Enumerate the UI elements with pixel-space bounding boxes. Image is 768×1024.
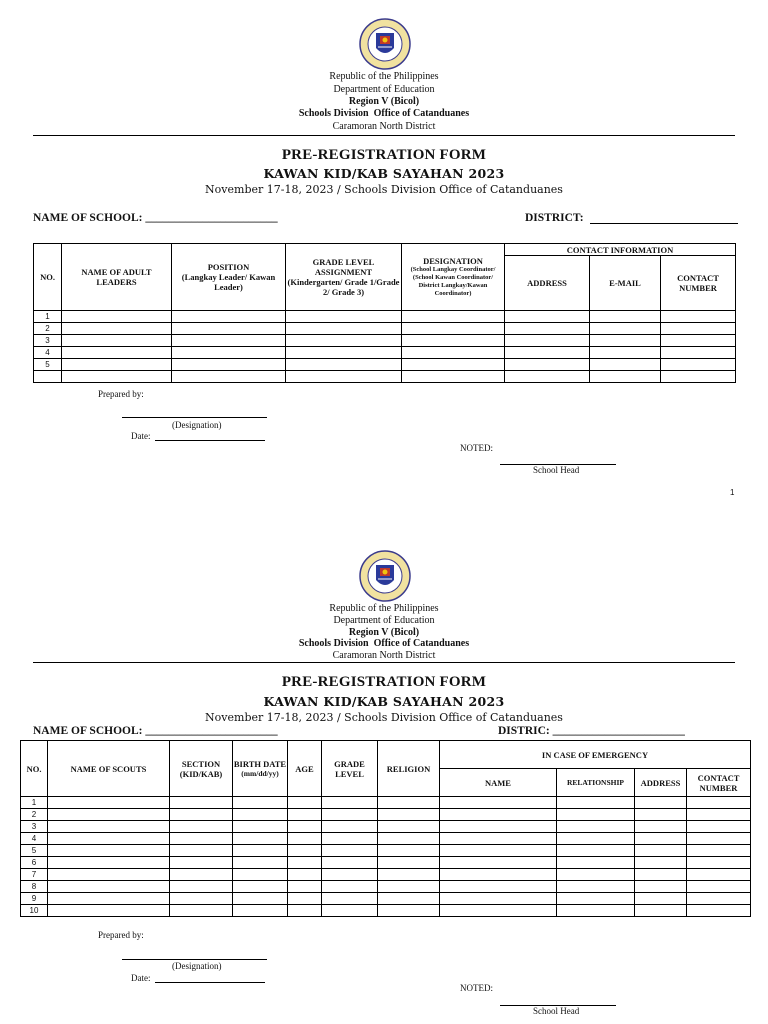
table-cell[interactable] bbox=[288, 845, 322, 857]
col-birth-title: BIRTH DATE bbox=[233, 758, 287, 769]
table-cell[interactable] bbox=[505, 359, 590, 371]
table-cell[interactable] bbox=[505, 335, 590, 347]
adult-leaders-rows bbox=[34, 311, 736, 383]
district-field[interactable]: DISTRIC: _______________________ bbox=[498, 725, 685, 737]
col-designation-title: DESIGNATION bbox=[423, 256, 483, 266]
col-position-title: POSITION bbox=[207, 262, 250, 272]
table-cell[interactable] bbox=[557, 905, 635, 917]
table-cell[interactable] bbox=[505, 371, 590, 383]
signature-line[interactable] bbox=[122, 950, 267, 960]
table-cell[interactable] bbox=[170, 857, 233, 869]
table-cell[interactable] bbox=[322, 893, 378, 905]
col-designation bbox=[402, 244, 505, 311]
table-cell[interactable] bbox=[687, 881, 751, 893]
table-cell[interactable] bbox=[687, 809, 751, 821]
table-cell[interactable] bbox=[440, 869, 557, 881]
col-no: NO. bbox=[34, 244, 62, 311]
col-emergency: IN CASE OF EMERGENCY bbox=[440, 741, 751, 769]
table-cell[interactable] bbox=[48, 881, 170, 893]
prepared-by-label: Prepared by: bbox=[98, 389, 144, 399]
table-cell[interactable] bbox=[557, 893, 635, 905]
table-cell[interactable] bbox=[286, 335, 402, 347]
table-cell[interactable] bbox=[590, 347, 661, 359]
table-cell[interactable] bbox=[172, 347, 286, 359]
table-cell[interactable] bbox=[402, 311, 505, 323]
table-cell[interactable] bbox=[557, 881, 635, 893]
col-contact-info: CONTACT INFORMATION bbox=[505, 244, 736, 256]
table-cell[interactable] bbox=[286, 371, 402, 383]
table-cell[interactable] bbox=[322, 845, 378, 857]
table-cell[interactable] bbox=[322, 869, 378, 881]
table-cell[interactable] bbox=[48, 809, 170, 821]
col-no: NO. bbox=[21, 741, 48, 797]
scouts-table bbox=[20, 740, 751, 917]
table-cell[interactable] bbox=[440, 845, 557, 857]
table-cell[interactable] bbox=[172, 335, 286, 347]
row-number: 5 bbox=[34, 359, 62, 371]
table-cell[interactable] bbox=[172, 371, 286, 383]
table-cell[interactable] bbox=[233, 905, 288, 917]
table-cell[interactable] bbox=[687, 833, 751, 845]
event-dates: November 17-18, 2023 / Schools Division Office of Catanduanes bbox=[205, 183, 563, 196]
col-address: ADDRESS bbox=[505, 256, 590, 311]
table-cell[interactable] bbox=[288, 893, 322, 905]
table-cell[interactable] bbox=[590, 371, 661, 383]
date-line bbox=[155, 431, 265, 441]
col-grade-level bbox=[286, 244, 402, 311]
table-cell[interactable] bbox=[635, 809, 687, 821]
table-row bbox=[34, 323, 736, 335]
table-cell[interactable] bbox=[170, 809, 233, 821]
noted-label: NOTED: bbox=[460, 443, 493, 453]
table-row bbox=[21, 893, 751, 905]
header-divider bbox=[33, 135, 735, 136]
table-cell[interactable] bbox=[378, 797, 440, 809]
table-cell[interactable] bbox=[661, 347, 736, 359]
date-field[interactable] bbox=[131, 431, 265, 441]
table-row bbox=[21, 809, 751, 821]
table-cell[interactable] bbox=[172, 311, 286, 323]
col-name-adult-leaders: NAME OF ADULT LEADERS bbox=[62, 244, 172, 311]
table-cell[interactable] bbox=[687, 797, 751, 809]
table-cell[interactable] bbox=[402, 323, 505, 335]
table-cell[interactable] bbox=[48, 797, 170, 809]
table-cell[interactable] bbox=[440, 833, 557, 845]
table-cell[interactable] bbox=[661, 323, 736, 335]
table-cell[interactable] bbox=[322, 821, 378, 833]
header-division: Schools Division Office of Catanduanes bbox=[298, 638, 470, 649]
table-cell[interactable] bbox=[440, 809, 557, 821]
table-cell[interactable] bbox=[378, 881, 440, 893]
table-cell[interactable] bbox=[635, 905, 687, 917]
table-cell[interactable] bbox=[170, 905, 233, 917]
table-cell[interactable] bbox=[170, 845, 233, 857]
table-cell[interactable] bbox=[288, 797, 322, 809]
date-field[interactable] bbox=[131, 973, 265, 983]
header-republic: Republic of the Philippines bbox=[329, 603, 439, 614]
table-cell[interactable] bbox=[62, 311, 172, 323]
table-cell[interactable] bbox=[635, 869, 687, 881]
table-row bbox=[34, 371, 736, 383]
date-label: Date: bbox=[131, 431, 151, 441]
row-number: 9 bbox=[21, 893, 48, 905]
noted-label: NOTED: bbox=[460, 983, 493, 993]
event-dates: November 17-18, 2023 / Schools Division Office of Catanduanes bbox=[205, 711, 563, 724]
table-cell[interactable] bbox=[62, 323, 172, 335]
table-cell[interactable] bbox=[661, 311, 736, 323]
table-cell[interactable] bbox=[62, 359, 172, 371]
table-cell[interactable] bbox=[661, 335, 736, 347]
table-cell[interactable] bbox=[170, 821, 233, 833]
table-cell[interactable] bbox=[322, 905, 378, 917]
table-cell[interactable] bbox=[233, 809, 288, 821]
header-divider bbox=[33, 662, 735, 663]
table-cell[interactable] bbox=[590, 311, 661, 323]
table-row bbox=[21, 881, 751, 893]
table-cell[interactable] bbox=[505, 323, 590, 335]
table-row bbox=[21, 797, 751, 809]
school-name-field[interactable]: NAME OF SCHOOL: _______________________ bbox=[33, 725, 278, 737]
date-line bbox=[155, 973, 265, 983]
table-cell[interactable] bbox=[48, 893, 170, 905]
school-head-caption: School Head bbox=[533, 1006, 580, 1016]
table-cell[interactable] bbox=[687, 857, 751, 869]
designation-caption: (Designation) bbox=[172, 420, 222, 430]
table-cell[interactable] bbox=[288, 821, 322, 833]
table-cell[interactable] bbox=[590, 335, 661, 347]
table-cell[interactable] bbox=[557, 809, 635, 821]
table-cell[interactable] bbox=[233, 845, 288, 857]
table-cell[interactable] bbox=[322, 797, 378, 809]
row-number bbox=[34, 371, 62, 383]
table-cell[interactable] bbox=[378, 869, 440, 881]
table-cell[interactable] bbox=[590, 359, 661, 371]
row-number: 1 bbox=[21, 797, 48, 809]
table-row bbox=[34, 347, 736, 359]
col-emergency-relationship: RELATIONSHIP bbox=[557, 769, 635, 797]
table-cell[interactable] bbox=[286, 323, 402, 335]
table-cell[interactable] bbox=[288, 857, 322, 869]
table-cell[interactable] bbox=[687, 821, 751, 833]
table-cell[interactable] bbox=[170, 833, 233, 845]
prepared-by-label: Prepared by: bbox=[98, 930, 144, 940]
page-title: PRE-REGISTRATION FORM bbox=[281, 147, 487, 163]
table-cell[interactable] bbox=[378, 833, 440, 845]
table-cell[interactable] bbox=[233, 869, 288, 881]
table-cell[interactable] bbox=[557, 857, 635, 869]
deped-seal-icon bbox=[356, 550, 414, 602]
table-cell[interactable] bbox=[172, 323, 286, 335]
table-cell[interactable] bbox=[440, 797, 557, 809]
table-cell[interactable] bbox=[48, 821, 170, 833]
page-title: PRE-REGISTRATION FORM bbox=[281, 674, 487, 690]
table-cell[interactable] bbox=[635, 833, 687, 845]
table-cell[interactable] bbox=[378, 821, 440, 833]
col-section: SECTION (KID/KAB) bbox=[170, 741, 233, 797]
col-position-sub: (Langkay Leader/ Kawan Leader) bbox=[181, 272, 276, 292]
page-subtitle: KAWAN KID/KAB SAYAHAN 2023 bbox=[263, 166, 505, 181]
school-head-line[interactable] bbox=[500, 455, 616, 465]
header-division: Schools Division Office of Catanduanes bbox=[298, 108, 470, 119]
row-number: 2 bbox=[34, 323, 62, 335]
table-cell[interactable] bbox=[687, 869, 751, 881]
table-cell[interactable] bbox=[62, 335, 172, 347]
table-cell[interactable] bbox=[635, 857, 687, 869]
table-cell[interactable] bbox=[288, 881, 322, 893]
table-cell[interactable] bbox=[378, 893, 440, 905]
row-number: 3 bbox=[34, 335, 62, 347]
table-cell[interactable] bbox=[378, 857, 440, 869]
table-row bbox=[34, 359, 736, 371]
table-cell[interactable] bbox=[48, 869, 170, 881]
table-cell[interactable] bbox=[322, 809, 378, 821]
header-region: Region V (Bicol) bbox=[348, 627, 420, 638]
row-number: 2 bbox=[21, 809, 48, 821]
table-row bbox=[21, 833, 751, 845]
col-contact-number: CONTACT NUMBER bbox=[661, 256, 736, 311]
col-designation-sub: (School Langkay Coordinator/ (School Kawan Coordinator/ District Langkay/Kawan Coordinator) bbox=[410, 266, 496, 297]
col-emergency-address: ADDRESS bbox=[635, 769, 687, 797]
table-cell[interactable] bbox=[557, 833, 635, 845]
table-cell[interactable] bbox=[661, 359, 736, 371]
table-cell[interactable] bbox=[440, 893, 557, 905]
table-cell[interactable] bbox=[557, 797, 635, 809]
row-number: 8 bbox=[21, 881, 48, 893]
header-department: Department of Education bbox=[333, 615, 435, 626]
table-row bbox=[21, 821, 751, 833]
school-head-line[interactable] bbox=[500, 996, 616, 1006]
table-cell[interactable] bbox=[378, 809, 440, 821]
header-republic: Republic of the Philippines bbox=[329, 71, 439, 82]
col-emergency-name: NAME bbox=[440, 769, 557, 797]
row-number: 6 bbox=[21, 857, 48, 869]
row-number: 7 bbox=[21, 869, 48, 881]
col-birth-date bbox=[233, 741, 288, 797]
col-emergency-contact: CONTACT NUMBER bbox=[687, 769, 751, 797]
col-age: AGE bbox=[288, 741, 322, 797]
table-row bbox=[21, 905, 751, 917]
row-number: 10 bbox=[21, 905, 48, 917]
table-cell[interactable] bbox=[286, 311, 402, 323]
table-cell[interactable] bbox=[170, 869, 233, 881]
table-cell[interactable] bbox=[402, 347, 505, 359]
table-cell[interactable] bbox=[378, 905, 440, 917]
table-cell[interactable] bbox=[62, 347, 172, 359]
table-cell[interactable] bbox=[286, 359, 402, 371]
col-position bbox=[172, 244, 286, 311]
table-cell[interactable] bbox=[170, 893, 233, 905]
table-cell[interactable] bbox=[170, 881, 233, 893]
district-label: DISTRICT: bbox=[525, 212, 584, 224]
table-cell[interactable] bbox=[322, 833, 378, 845]
col-grade-level: GRADE LEVEL bbox=[322, 741, 378, 797]
table-cell[interactable] bbox=[233, 833, 288, 845]
table-cell[interactable] bbox=[233, 857, 288, 869]
table-cell[interactable] bbox=[635, 821, 687, 833]
table-cell[interactable] bbox=[233, 881, 288, 893]
table-cell[interactable] bbox=[286, 347, 402, 359]
table-row bbox=[21, 869, 751, 881]
table-cell[interactable] bbox=[48, 833, 170, 845]
date-label: Date: bbox=[131, 973, 151, 983]
table-cell[interactable] bbox=[635, 797, 687, 809]
district-line bbox=[590, 214, 738, 224]
table-cell[interactable] bbox=[557, 869, 635, 881]
table-cell[interactable] bbox=[440, 857, 557, 869]
signature-line[interactable] bbox=[122, 408, 267, 418]
table-cell[interactable] bbox=[48, 857, 170, 869]
row-number: 4 bbox=[34, 347, 62, 359]
table-row bbox=[34, 311, 736, 323]
table-cell[interactable] bbox=[505, 347, 590, 359]
table-cell[interactable] bbox=[557, 845, 635, 857]
table-cell[interactable] bbox=[402, 359, 505, 371]
table-cell[interactable] bbox=[687, 905, 751, 917]
col-religion: RELIGION bbox=[378, 741, 440, 797]
col-name-scouts: NAME OF SCOUTS bbox=[48, 741, 170, 797]
table-cell[interactable] bbox=[62, 371, 172, 383]
col-grade-title: GRADE LEVEL ASSIGNMENT bbox=[312, 257, 375, 277]
col-birth-sub: (mm/dd/yy) bbox=[241, 768, 279, 778]
table-cell[interactable] bbox=[402, 371, 505, 383]
row-number: 3 bbox=[21, 821, 48, 833]
table-cell[interactable] bbox=[172, 359, 286, 371]
table-cell[interactable] bbox=[557, 821, 635, 833]
school-head-caption: School Head bbox=[533, 465, 580, 475]
table-cell[interactable] bbox=[170, 797, 233, 809]
table-cell[interactable] bbox=[288, 833, 322, 845]
table-cell[interactable] bbox=[440, 821, 557, 833]
scouts-rows bbox=[21, 797, 751, 917]
table-cell[interactable] bbox=[687, 845, 751, 857]
table-cell[interactable] bbox=[402, 335, 505, 347]
header-region: Region V (Bicol) bbox=[348, 96, 420, 107]
table-cell[interactable] bbox=[440, 905, 557, 917]
table-cell[interactable] bbox=[378, 845, 440, 857]
header-department: Department of Education bbox=[333, 84, 435, 95]
table-row bbox=[21, 857, 751, 869]
table-cell[interactable] bbox=[48, 845, 170, 857]
row-number: 4 bbox=[21, 833, 48, 845]
table-cell[interactable] bbox=[635, 893, 687, 905]
district-field[interactable] bbox=[525, 212, 738, 224]
col-email: E-MAIL bbox=[590, 256, 661, 311]
row-number: 5 bbox=[21, 845, 48, 857]
page-number: 1 bbox=[730, 488, 735, 497]
table-cell[interactable] bbox=[233, 893, 288, 905]
table-cell[interactable] bbox=[505, 311, 590, 323]
designation-caption: (Designation) bbox=[172, 961, 222, 971]
col-grade-sub: (Kindergarten/ Grade 1/Grade 2/ Grade 3) bbox=[287, 277, 400, 297]
table-cell[interactable] bbox=[322, 857, 378, 869]
table-cell[interactable] bbox=[661, 371, 736, 383]
table-cell[interactable] bbox=[322, 881, 378, 893]
table-cell[interactable] bbox=[288, 809, 322, 821]
table-cell[interactable] bbox=[635, 881, 687, 893]
deped-seal-icon bbox=[356, 18, 414, 70]
row-number: 1 bbox=[34, 311, 62, 323]
page-subtitle: KAWAN KID/KAB SAYAHAN 2023 bbox=[263, 694, 505, 709]
adult-leaders-table bbox=[33, 243, 736, 383]
table-cell[interactable] bbox=[288, 905, 322, 917]
table-cell[interactable] bbox=[440, 881, 557, 893]
table-cell[interactable] bbox=[233, 821, 288, 833]
table-cell[interactable] bbox=[233, 797, 288, 809]
table-cell[interactable] bbox=[687, 893, 751, 905]
table-cell[interactable] bbox=[635, 845, 687, 857]
table-row bbox=[21, 845, 751, 857]
table-cell[interactable] bbox=[590, 323, 661, 335]
school-name-field[interactable]: NAME OF SCHOOL: _______________________ bbox=[33, 212, 278, 224]
table-cell[interactable] bbox=[288, 869, 322, 881]
header-district: Caramoran North District bbox=[332, 650, 436, 661]
table-cell[interactable] bbox=[48, 905, 170, 917]
header-district: Caramoran North District bbox=[332, 121, 436, 132]
table-row bbox=[34, 335, 736, 347]
